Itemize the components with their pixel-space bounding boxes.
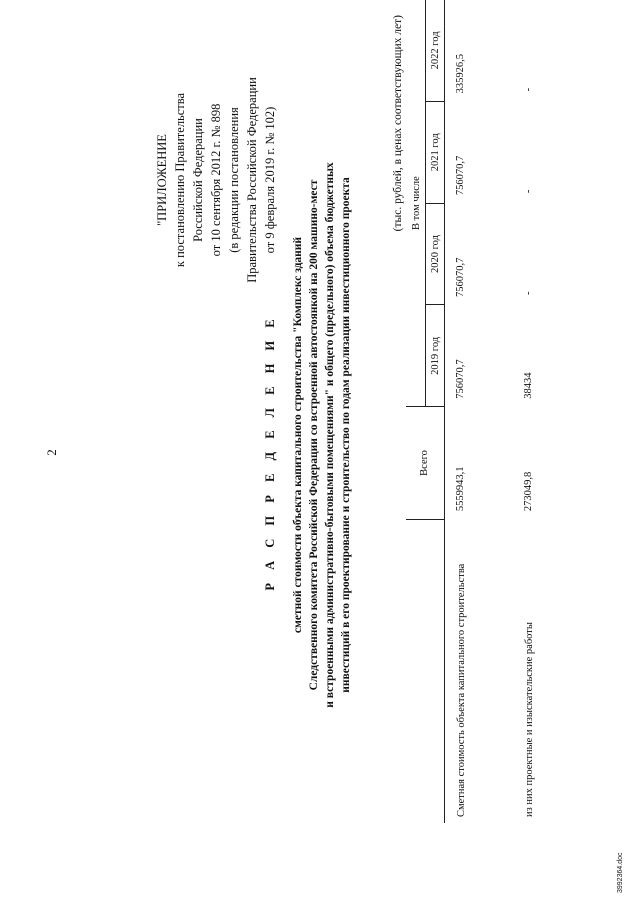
table-row xyxy=(444,0,513,823)
appendix-header xyxy=(153,20,279,340)
appendix-line: к постановлению Правительства xyxy=(173,92,187,268)
row-year-value: - xyxy=(522,87,534,92)
page-number: 2 xyxy=(44,449,59,456)
subtitle-line: Следственного комитета Российской Федерации со встроенной автостоянкой на 200 машино-мест xyxy=(308,179,320,691)
subtitle-line: и встроенными административно-бытовыми помещениями" и общего (предельного) объема бюджетных xyxy=(324,162,336,708)
document-title: Р А С П Р Е Д Е Л Е Н И Е xyxy=(263,314,277,591)
year-header: 2019 год xyxy=(425,305,444,407)
units-note: (тыс. рублей, в ценах соответствующих лет) xyxy=(392,15,404,232)
table-row xyxy=(513,0,559,823)
appendix-line: от 9 февраля 2019 г. № 102) xyxy=(263,106,277,254)
appendix-line: Правительства Российской Федерации xyxy=(245,77,259,283)
appendix-line: "ПРИЛОЖЕНИЕ xyxy=(155,134,169,226)
distribution-table xyxy=(406,0,559,823)
including-header: В том числе xyxy=(406,0,425,407)
row-year-value: 756070,7 xyxy=(454,155,466,196)
row-year-value: - xyxy=(522,189,534,194)
document-subtitle xyxy=(290,25,354,845)
row-year-value: 756070,7 xyxy=(454,257,466,297)
subtitle-line: сметной стоимости объекта капитального строительства "Комплекс зданий xyxy=(292,236,304,634)
row-label: Сметная стоимость объекта капитального строительства xyxy=(455,563,467,817)
footer-filename: 3992364.doc xyxy=(617,852,624,893)
row-year-value: 335926,5 xyxy=(454,53,466,94)
appendix-line: Российской Федерации xyxy=(191,118,205,242)
year-header: 2022 год xyxy=(425,0,444,101)
row-label: из них проектные и изыскательские работы xyxy=(523,622,535,817)
row-total: 5559943,1 xyxy=(454,466,466,512)
row-total: 273049,8 xyxy=(522,471,534,512)
appendix-line: (в редакции постановления xyxy=(227,107,241,253)
subtitle-line: инвестиций в его проектирование и строительство по годам реализации инвестиционного проекта xyxy=(340,177,352,693)
total-header: Всего xyxy=(406,407,444,519)
appendix-line: от 10 сентября 2012 г. № 898 xyxy=(209,103,223,257)
row-year-value: - xyxy=(522,291,534,295)
year-header: 2020 год xyxy=(425,203,444,305)
row-label-header xyxy=(406,519,444,823)
row-year-value: 756070,7 xyxy=(454,359,466,399)
row-year-value: 38434 xyxy=(522,372,534,399)
year-header: 2021 год xyxy=(425,101,444,203)
